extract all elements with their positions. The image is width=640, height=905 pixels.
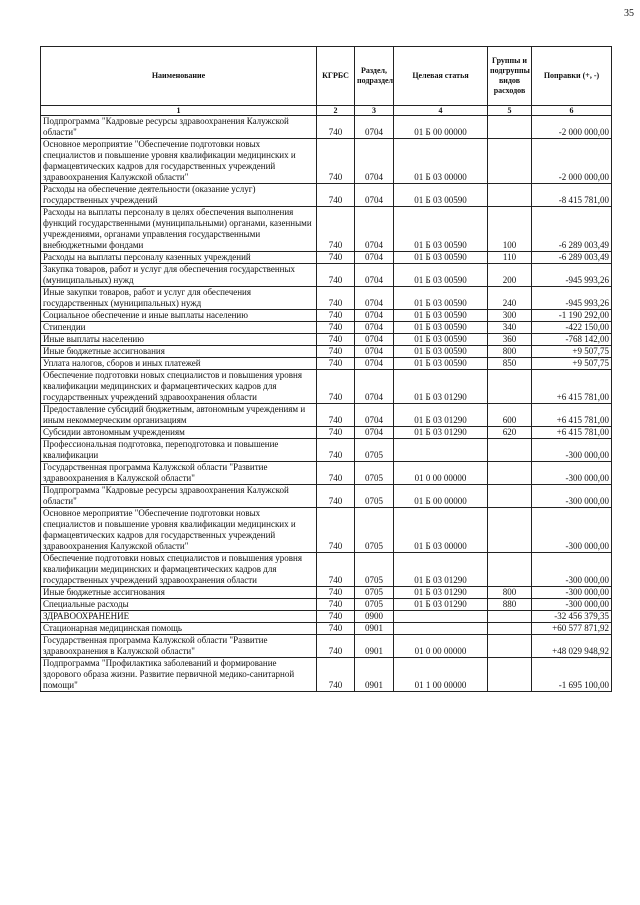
cell-amount: +6 415 781,00 bbox=[532, 404, 612, 427]
page-number: 35 bbox=[624, 8, 634, 19]
table-row bbox=[41, 322, 612, 334]
cell-kgrbs: 740 bbox=[317, 635, 355, 658]
cell-target: 01 Б 03 00590 bbox=[394, 252, 488, 264]
column-number: 3 bbox=[355, 106, 394, 116]
budget-amendments-table bbox=[40, 46, 612, 692]
cell-target: 01 0 00 00000 bbox=[394, 462, 488, 485]
table-row bbox=[41, 346, 612, 358]
cell-group: 300 bbox=[488, 310, 532, 322]
cell-name: Расходы на выплаты персоналу в целях обеспечения выполнения функций государственными (муниципальными) органами, казенными учреждениями, органами управления государственными внебюджетными фондами bbox=[41, 207, 317, 252]
cell-group bbox=[488, 462, 532, 485]
cell-group bbox=[488, 439, 532, 462]
cell-group bbox=[488, 370, 532, 404]
cell-kgrbs: 740 bbox=[317, 462, 355, 485]
cell-group: 240 bbox=[488, 287, 532, 310]
cell-section: 0704 bbox=[355, 139, 394, 184]
cell-section: 0705 bbox=[355, 553, 394, 587]
cell-kgrbs: 740 bbox=[317, 404, 355, 427]
table-row bbox=[41, 658, 612, 692]
cell-amount: -768 142,00 bbox=[532, 334, 612, 346]
cell-target: 01 0 00 00000 bbox=[394, 635, 488, 658]
cell-target bbox=[394, 439, 488, 462]
cell-group: 850 bbox=[488, 358, 532, 370]
cell-kgrbs: 740 bbox=[317, 139, 355, 184]
cell-group bbox=[488, 184, 532, 207]
cell-section: 0704 bbox=[355, 427, 394, 439]
cell-name: Предоставление субсидий бюджетным, автономным учреждениям и иным некоммерческим организациям bbox=[41, 404, 317, 427]
cell-group bbox=[488, 611, 532, 623]
cell-kgrbs: 740 bbox=[317, 287, 355, 310]
table-row bbox=[41, 334, 612, 346]
cell-name: Стационарная медицинская помощь bbox=[41, 623, 317, 635]
cell-amount: -300 000,00 bbox=[532, 508, 612, 553]
cell-target: 01 Б 00 00000 bbox=[394, 116, 488, 139]
cell-group: 100 bbox=[488, 207, 532, 252]
cell-section: 0704 bbox=[355, 264, 394, 287]
cell-section: 0705 bbox=[355, 439, 394, 462]
cell-amount: -300 000,00 bbox=[532, 485, 612, 508]
table-row bbox=[41, 358, 612, 370]
cell-target bbox=[394, 623, 488, 635]
cell-name: Основное мероприятие "Обеспечение подготовки новых специалистов и повышение уровня квалификации медицинских и фармацевтических кадров для государственных учреждений здравоохранения Калужской области" bbox=[41, 139, 317, 184]
cell-kgrbs: 740 bbox=[317, 310, 355, 322]
table-row bbox=[41, 485, 612, 508]
table-row bbox=[41, 587, 612, 599]
cell-name: Расходы на обеспечение деятельности (оказание услуг) государственных учреждений bbox=[41, 184, 317, 207]
cell-target: 01 Б 03 00590 bbox=[394, 322, 488, 334]
cell-target: 01 1 00 00000 bbox=[394, 658, 488, 692]
cell-amount: +9 507,75 bbox=[532, 346, 612, 358]
table-row bbox=[41, 310, 612, 322]
cell-amount: -422 150,00 bbox=[532, 322, 612, 334]
table-row bbox=[41, 599, 612, 611]
cell-name: Стипендии bbox=[41, 322, 317, 334]
cell-section: 0901 bbox=[355, 623, 394, 635]
cell-group: 200 bbox=[488, 264, 532, 287]
cell-name: Иные закупки товаров, работ и услуг для обеспечения государственных (муниципальных) нужд bbox=[41, 287, 317, 310]
cell-group bbox=[488, 139, 532, 184]
cell-kgrbs: 740 bbox=[317, 623, 355, 635]
header-kgrbs: КГРБС bbox=[317, 47, 355, 106]
column-number: 1 bbox=[41, 106, 317, 116]
cell-section: 0704 bbox=[355, 370, 394, 404]
header-group: Группы и подгруппы видов расходов bbox=[488, 47, 532, 106]
cell-group bbox=[488, 635, 532, 658]
header-amount: Поправки (+, -) bbox=[532, 47, 612, 106]
cell-target: 01 Б 03 00000 bbox=[394, 139, 488, 184]
cell-group: 600 bbox=[488, 404, 532, 427]
cell-amount: -6 289 003,49 bbox=[532, 207, 612, 252]
cell-target: 01 Б 03 01290 bbox=[394, 404, 488, 427]
cell-target: 01 Б 03 00590 bbox=[394, 207, 488, 252]
cell-section: 0705 bbox=[355, 587, 394, 599]
cell-section: 0704 bbox=[355, 346, 394, 358]
cell-section: 0705 bbox=[355, 485, 394, 508]
cell-section: 0704 bbox=[355, 207, 394, 252]
cell-kgrbs: 740 bbox=[317, 427, 355, 439]
cell-group bbox=[488, 508, 532, 553]
cell-amount: -945 993,26 bbox=[532, 264, 612, 287]
table-row bbox=[41, 462, 612, 485]
cell-amount: -300 000,00 bbox=[532, 587, 612, 599]
cell-target: 01 Б 03 00590 bbox=[394, 287, 488, 310]
cell-section: 0901 bbox=[355, 635, 394, 658]
cell-name: ЗДРАВООХРАНЕНИЕ bbox=[41, 611, 317, 623]
cell-target: 01 Б 03 00590 bbox=[394, 346, 488, 358]
cell-amount: -2 000 000,00 bbox=[532, 116, 612, 139]
cell-group: 620 bbox=[488, 427, 532, 439]
cell-kgrbs: 740 bbox=[317, 553, 355, 587]
cell-target: 01 Б 03 00000 bbox=[394, 508, 488, 553]
cell-group: 340 bbox=[488, 322, 532, 334]
cell-kgrbs: 740 bbox=[317, 611, 355, 623]
cell-name: Обеспечение подготовки новых специалистов и повышения уровня квалификации медицинских и фармацевтических кадров для государственных учреждений здравоохранения области bbox=[41, 553, 317, 587]
cell-section: 0704 bbox=[355, 184, 394, 207]
cell-amount: +48 029 948,92 bbox=[532, 635, 612, 658]
cell-kgrbs: 740 bbox=[317, 264, 355, 287]
cell-group: 800 bbox=[488, 587, 532, 599]
cell-kgrbs: 740 bbox=[317, 207, 355, 252]
cell-target: 01 Б 03 00590 bbox=[394, 310, 488, 322]
cell-kgrbs: 740 bbox=[317, 587, 355, 599]
cell-name: Закупка товаров, работ и услуг для обеспечения государственных (муниципальных) нужд bbox=[41, 264, 317, 287]
table-row bbox=[41, 252, 612, 264]
cell-kgrbs: 740 bbox=[317, 485, 355, 508]
cell-target: 01 Б 03 00590 bbox=[394, 334, 488, 346]
cell-name: Подпрограмма "Кадровые ресурсы здравоохранения Калужской области" bbox=[41, 116, 317, 139]
cell-section: 0900 bbox=[355, 611, 394, 623]
table-row bbox=[41, 404, 612, 427]
cell-amount: -300 000,00 bbox=[532, 439, 612, 462]
column-number: 6 bbox=[532, 106, 612, 116]
table-row bbox=[41, 139, 612, 184]
cell-section: 0704 bbox=[355, 358, 394, 370]
table-row bbox=[41, 264, 612, 287]
cell-target bbox=[394, 611, 488, 623]
cell-amount: +60 577 871,92 bbox=[532, 623, 612, 635]
cell-name: Подпрограмма "Профилактика заболеваний и формирование здорового образа жизни. Развитие первичной медико-санитарной помощи" bbox=[41, 658, 317, 692]
cell-amount: -8 415 781,00 bbox=[532, 184, 612, 207]
cell-kgrbs: 740 bbox=[317, 439, 355, 462]
cell-section: 0705 bbox=[355, 599, 394, 611]
table-row bbox=[41, 116, 612, 139]
cell-section: 0704 bbox=[355, 116, 394, 139]
cell-name: Уплата налогов, сборов и иных платежей bbox=[41, 358, 317, 370]
cell-kgrbs: 740 bbox=[317, 116, 355, 139]
cell-section: 0705 bbox=[355, 508, 394, 553]
cell-target: 01 Б 03 00590 bbox=[394, 358, 488, 370]
cell-kgrbs: 740 bbox=[317, 599, 355, 611]
cell-kgrbs: 740 bbox=[317, 346, 355, 358]
cell-name: Иные бюджетные ассигнования bbox=[41, 587, 317, 599]
cell-name: Основное мероприятие "Обеспечение подготовки новых специалистов и повышение уровня квалификации медицинских и фармацевтических кадров для государственных учреждений здравоохранения Калужской области" bbox=[41, 508, 317, 553]
table-row bbox=[41, 370, 612, 404]
cell-target: 01 Б 03 01290 bbox=[394, 553, 488, 587]
cell-group bbox=[488, 658, 532, 692]
cell-amount: -300 000,00 bbox=[532, 462, 612, 485]
table-row bbox=[41, 553, 612, 587]
cell-name: Профессиональная подготовка, переподготовка и повышение квалификации bbox=[41, 439, 317, 462]
cell-section: 0704 bbox=[355, 404, 394, 427]
cell-group bbox=[488, 116, 532, 139]
cell-target: 01 Б 03 00590 bbox=[394, 264, 488, 287]
cell-group: 880 bbox=[488, 599, 532, 611]
cell-amount: -300 000,00 bbox=[532, 599, 612, 611]
cell-target: 01 Б 03 00590 bbox=[394, 184, 488, 207]
table-row bbox=[41, 508, 612, 553]
cell-amount: -945 993,26 bbox=[532, 287, 612, 310]
cell-name: Иные бюджетные ассигнования bbox=[41, 346, 317, 358]
cell-kgrbs: 740 bbox=[317, 358, 355, 370]
cell-amount: +9 507,75 bbox=[532, 358, 612, 370]
column-number: 2 bbox=[317, 106, 355, 116]
cell-name: Расходы на выплаты персоналу казенных учреждений bbox=[41, 252, 317, 264]
cell-section: 0704 bbox=[355, 287, 394, 310]
cell-name: Государственная программа Калужской области "Развитие здравоохранения в Калужской области" bbox=[41, 635, 317, 658]
column-number: 5 bbox=[488, 106, 532, 116]
table-row bbox=[41, 207, 612, 252]
table-row bbox=[41, 635, 612, 658]
cell-amount: -32 456 379,35 bbox=[532, 611, 612, 623]
header-section: Раздел, подраздел bbox=[355, 47, 394, 106]
cell-kgrbs: 740 bbox=[317, 508, 355, 553]
cell-name: Субсидии автономным учреждениям bbox=[41, 427, 317, 439]
cell-name: Специальные расходы bbox=[41, 599, 317, 611]
cell-section: 0704 bbox=[355, 252, 394, 264]
cell-kgrbs: 740 bbox=[317, 658, 355, 692]
table-row bbox=[41, 184, 612, 207]
cell-kgrbs: 740 bbox=[317, 322, 355, 334]
cell-target: 01 Б 00 00000 bbox=[394, 485, 488, 508]
cell-section: 0704 bbox=[355, 334, 394, 346]
cell-amount: -300 000,00 bbox=[532, 553, 612, 587]
cell-group: 800 bbox=[488, 346, 532, 358]
cell-amount: -1 190 292,00 bbox=[532, 310, 612, 322]
cell-kgrbs: 740 bbox=[317, 184, 355, 207]
cell-amount: +6 415 781,00 bbox=[532, 370, 612, 404]
cell-kgrbs: 740 bbox=[317, 334, 355, 346]
cell-name: Социальное обеспечение и иные выплаты населению bbox=[41, 310, 317, 322]
header-name: Наименование bbox=[41, 47, 317, 106]
cell-section: 0704 bbox=[355, 310, 394, 322]
cell-target: 01 Б 03 01290 bbox=[394, 427, 488, 439]
cell-group: 360 bbox=[488, 334, 532, 346]
cell-target: 01 Б 03 01290 bbox=[394, 599, 488, 611]
cell-group bbox=[488, 553, 532, 587]
table-row bbox=[41, 287, 612, 310]
cell-section: 0705 bbox=[355, 462, 394, 485]
cell-section: 0704 bbox=[355, 322, 394, 334]
header-target: Целевая статья bbox=[394, 47, 488, 106]
cell-kgrbs: 740 bbox=[317, 252, 355, 264]
table-row bbox=[41, 623, 612, 635]
cell-group bbox=[488, 485, 532, 508]
table-row bbox=[41, 427, 612, 439]
cell-amount: +6 415 781,00 bbox=[532, 427, 612, 439]
cell-name: Государственная программа Калужской области "Развитие здравоохранения в Калужской области" bbox=[41, 462, 317, 485]
cell-amount: -1 695 100,00 bbox=[532, 658, 612, 692]
cell-name: Иные выплаты населению bbox=[41, 334, 317, 346]
cell-name: Подпрограмма "Кадровые ресурсы здравоохранения Калужской области" bbox=[41, 485, 317, 508]
cell-kgrbs: 740 bbox=[317, 370, 355, 404]
cell-name: Обеспечение подготовки новых специалистов и повышения уровня квалификации медицинских и фармацевтических кадров для государственных учреждений здравоохранения области bbox=[41, 370, 317, 404]
cell-group bbox=[488, 623, 532, 635]
table-row bbox=[41, 611, 612, 623]
cell-target: 01 Б 03 01290 bbox=[394, 370, 488, 404]
cell-amount: -2 000 000,00 bbox=[532, 139, 612, 184]
table-row bbox=[41, 439, 612, 462]
cell-group: 110 bbox=[488, 252, 532, 264]
cell-target: 01 Б 03 01290 bbox=[394, 587, 488, 599]
cell-section: 0901 bbox=[355, 658, 394, 692]
cell-amount: -6 289 003,49 bbox=[532, 252, 612, 264]
column-number: 4 bbox=[394, 106, 488, 116]
